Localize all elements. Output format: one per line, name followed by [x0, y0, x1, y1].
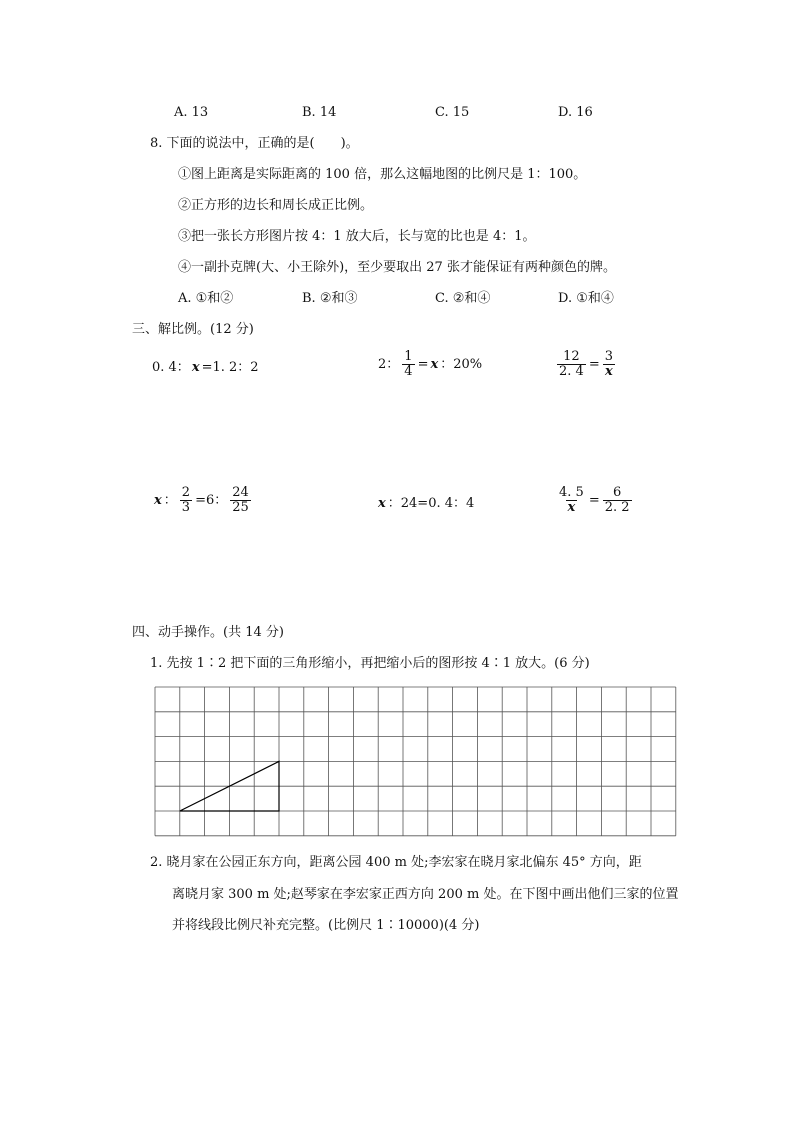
p2-fraction	[402, 350, 414, 379]
p4-var: x	[154, 492, 162, 508]
p2-num: 1	[404, 349, 413, 364]
p2-tail: ：20%	[440, 356, 483, 372]
proportion-3	[556, 350, 616, 379]
p2-head: 2：	[378, 356, 400, 372]
proportion-6	[556, 486, 633, 515]
section4-q1: 1. 先按 1∶2 把下面的三角形缩小，再把缩小后的图形按 4∶1 放大。(6 分)	[150, 656, 590, 671]
q8-statement-2: ②正方形的边长和周长成正比例。	[178, 198, 374, 213]
q8-statement-3: ③把一张长方形图片按 4：1 放大后，长与宽的比也是 4：1。	[178, 229, 536, 244]
p3-left-num: 12	[563, 349, 580, 364]
p6-right-den: 2. 2	[604, 500, 630, 515]
p3-left-fraction	[557, 350, 586, 379]
p1-tail: =1. 2：2	[201, 360, 259, 375]
grid-with-triangle	[154, 686, 679, 838]
p3-right-den: x	[604, 364, 613, 379]
q7-option-b: B. 14	[302, 105, 337, 120]
section4-q2-line-2: 离晓月家 300 m 处;赵琴家在李宏家正西方向 200 m 处。在下图中画出他们三家的位置	[172, 887, 679, 902]
q7-option-a: A. 13	[174, 105, 209, 120]
p4-mid: =6：	[195, 492, 228, 508]
section4-q2-line-1: 2. 晓月家在公园正东方向，距离公园 400 m 处;李宏家在晓月家北偏东 45° 方向，距	[150, 855, 642, 870]
section3-title: 三、解比例。(12 分)	[132, 322, 254, 337]
p3-eq: =	[588, 356, 600, 372]
p2-den: 4	[404, 364, 413, 379]
p6-left-num: 4. 5	[559, 485, 584, 500]
q7-option-d: D. 16	[558, 105, 593, 120]
p2-var: x	[430, 356, 439, 372]
p3-left-den: 2. 4	[559, 364, 584, 379]
proportion-2	[378, 350, 482, 379]
q7-option-c: C. 15	[435, 105, 470, 120]
proportion-1	[152, 360, 259, 376]
q8-stem: 8. 下面的说法中，正确的是( )。	[150, 136, 359, 151]
section4-q2-line-3: 并将线段比例尺补充完整。(比例尺 1∶10000)(4 分)	[172, 918, 480, 933]
p1-var: x	[191, 360, 200, 375]
proportion-4	[154, 486, 252, 515]
proportion-5	[378, 496, 474, 512]
p6-eq: =	[588, 492, 600, 508]
p3-right-fraction	[603, 350, 615, 379]
p6-right-num: 6	[612, 485, 622, 500]
p4-fraction-1	[180, 486, 192, 515]
p1-head: 0. 4：	[152, 360, 190, 375]
q8-option-c: C. ②和④	[435, 291, 491, 306]
q8-statement-4: ④一副扑克牌(大、小王除外)，至少要取出 27 张才能保证有两种颜色的牌。	[178, 260, 616, 275]
p4-f1-den: 3	[181, 500, 191, 515]
p5-var: x	[378, 496, 386, 511]
p4-f2-den: 25	[232, 500, 249, 515]
p4-colon: ：	[163, 492, 177, 508]
p6-right-fraction	[603, 486, 632, 515]
p5-tail: ：24=0. 4：4	[387, 496, 475, 511]
section4-title: 四、动手操作。(共 14 分)	[132, 625, 284, 640]
p3-right-num: 3	[604, 349, 613, 364]
q8-option-b: B. ②和③	[302, 291, 358, 306]
p6-left-fraction	[557, 486, 586, 515]
p6-left-den: x	[567, 500, 576, 515]
q8-statement-1: ①图上距离是实际距离的 100 倍，那么这幅地图的比例尺是 1：100。	[178, 167, 587, 182]
p4-f1-num: 2	[181, 485, 191, 500]
p4-fraction-2	[230, 486, 251, 515]
p2-mid: =	[417, 356, 429, 372]
q8-option-a: A. ①和②	[178, 291, 234, 306]
p4-f2-num: 24	[232, 485, 249, 500]
q8-option-d: D. ①和④	[558, 291, 614, 306]
